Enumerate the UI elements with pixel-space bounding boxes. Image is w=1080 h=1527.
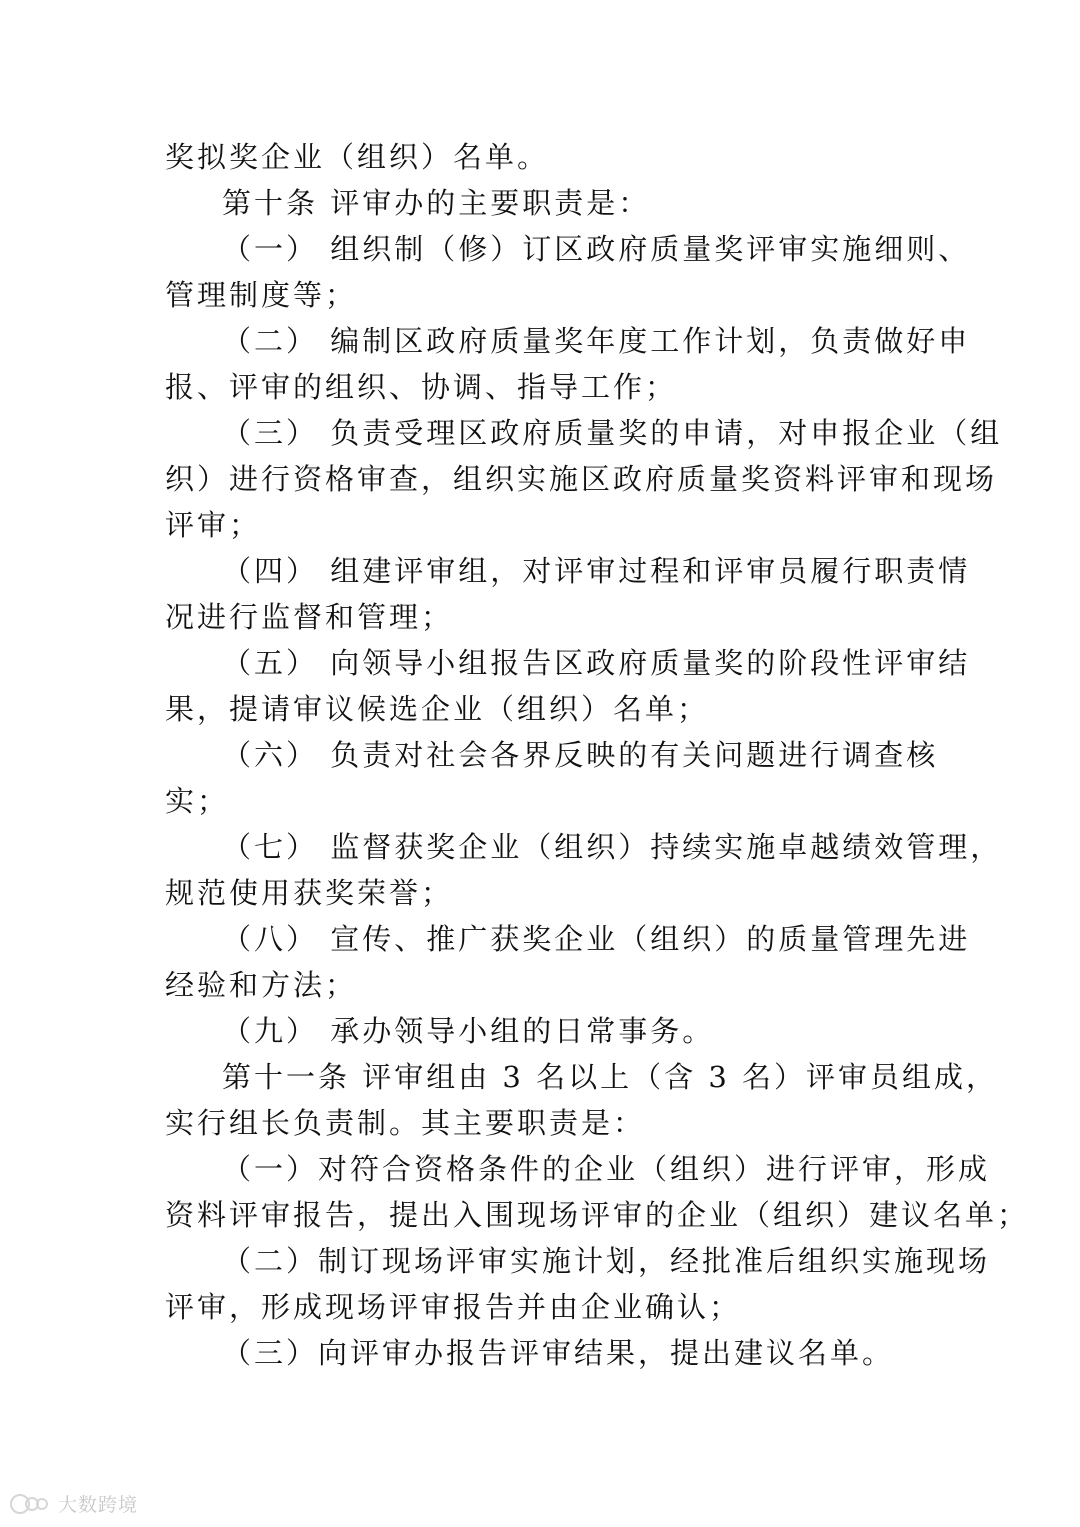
text-line-18: （八） 宣传、推广获奖企业（组织）的质量管理先进 (222, 922, 971, 956)
text-line-17: 规范使用获奖荣誉； (165, 876, 454, 910)
text-line-27: （三）向评审办报告评审结果，提出建议名单。 (222, 1336, 895, 1370)
watermark (8, 1490, 138, 1517)
text-line-8: 织）进行资格审查，组织实施区政府质量奖资料评审和现场 (165, 462, 998, 496)
text-line-26: 评审，形成现场评审报告并由企业确认； (165, 1290, 742, 1324)
text-line-14: （六） 负责对社会各界反映的有关问题进行调查核 (222, 738, 939, 772)
text-line-15: 实； (165, 784, 230, 818)
text-line-22: 实行组长负责制。其主要职责是： (165, 1106, 646, 1140)
text-line-6: 报、评审的组织、协调、指导工作； (165, 370, 678, 404)
logo-icon (8, 1492, 52, 1516)
text-line-3: （一） 组织制（修）订区政府质量奖评审实施细则、 (222, 232, 971, 266)
text-line-25: （二）制订现场评审实施计划，经批准后组织实施现场 (222, 1244, 991, 1278)
article-11-heading: 第十一条 评审组由 3 名以上（含 3 名）评审员组成， (222, 1060, 998, 1094)
watermark-text: 大数跨境 (58, 1494, 139, 1516)
text-line-20: （九） 承办领导小组的日常事务。 (222, 1014, 715, 1048)
text-line-23: （一）对符合资格条件的企业（组织）进行评审，形成 (222, 1152, 991, 1186)
text-line-16: （七） 监督获奖企业（组织）持续实施卓越绩效管理， (222, 830, 1003, 864)
text-line-10: （四） 组建评审组，对评审过程和评审员履行职责情 (222, 554, 971, 588)
text-line-12: （五） 向领导小组报告区政府质量奖的阶段性评审结 (222, 646, 971, 680)
text-line-1: 奖拟奖企业（组织）名单。 (165, 140, 550, 174)
text-line-13: 果，提请审议候选企业（组织）名单； (165, 692, 710, 726)
text-line-7: （三） 负责受理区政府质量奖的申请，对申报企业（组 (222, 416, 1003, 450)
text-line-19: 经验和方法； (165, 968, 358, 1002)
text-line-5: （二） 编制区政府质量奖年度工作计划，负责做好申 (222, 324, 971, 358)
text-line-4: 管理制度等； (165, 278, 358, 312)
article-10-heading: 第十条 评审办的主要职责是： (222, 186, 651, 220)
text-line-24: 资料评审报告，提出入围现场评审的企业（组织）建议名单； (165, 1198, 1030, 1232)
text-line-11: 况进行监督和管理； (165, 600, 454, 634)
text-line-9: 评审； (165, 508, 262, 542)
